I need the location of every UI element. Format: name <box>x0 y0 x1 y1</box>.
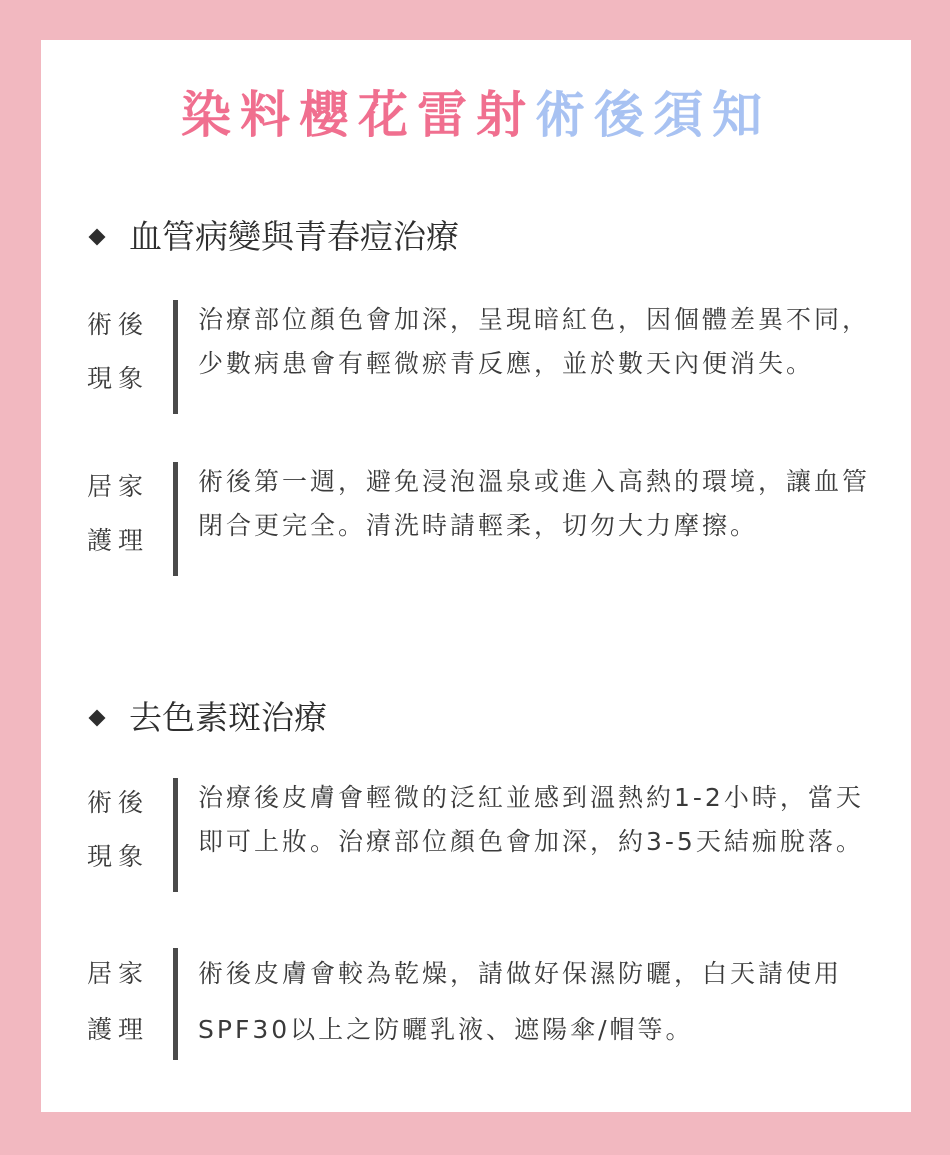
row-label <box>87 776 157 884</box>
row-label-line: 術後 <box>87 310 150 339</box>
title-pink: 染料櫻花雷射 <box>181 86 535 144</box>
diamond-bullet-icon <box>89 710 106 727</box>
diamond-bullet-icon <box>89 229 106 246</box>
info-row <box>87 946 877 1066</box>
info-row <box>87 776 877 896</box>
row-text: 治療部位顏色會加深，呈現暗紅色，因個體差異不同，少數病患會有輕微瘀青反應，並於數天內便消失。 <box>198 305 871 378</box>
row-label-line: 術後 <box>87 788 150 817</box>
divider-bar <box>173 948 178 1060</box>
divider-bar <box>173 300 178 414</box>
content-card <box>41 40 911 1112</box>
row-label-line: 護理 <box>87 1015 150 1044</box>
row-label <box>87 298 157 406</box>
row-label-line: 現象 <box>87 364 150 393</box>
row-text: 術後皮膚會較為乾燥，請做好保濕防曬，白天請使用SPF30以上之防曬乳液、遮陽傘/帽等。 <box>198 959 843 1044</box>
info-row <box>87 298 877 418</box>
row-label <box>87 460 157 568</box>
section-heading-text: 去色素斑治療 <box>129 698 327 737</box>
info-row <box>87 460 877 580</box>
row-label <box>87 946 157 1058</box>
row-label-line: 現象 <box>87 842 150 871</box>
page-title <box>41 80 911 150</box>
row-label-line: 護理 <box>87 526 150 555</box>
title-blue: 術後須知 <box>535 86 771 144</box>
row-label-line: 居家 <box>87 959 150 988</box>
divider-bar <box>173 462 178 576</box>
section-heading <box>87 215 459 259</box>
section-heading <box>87 696 327 740</box>
row-text: 治療後皮膚會輕微的泛紅並感到溫熱約1-2小時，當天即可上妝。治療部位顏色會加深，約3-5天結痂脫落。 <box>198 783 864 856</box>
row-label-line: 居家 <box>87 472 150 501</box>
row-text: 術後第一週，避免浸泡溫泉或進入高熱的環境，讓血管閉合更完全。清洗時請輕柔，切勿大力摩擦。 <box>198 467 871 540</box>
divider-bar <box>173 778 178 892</box>
section-heading-text: 血管病變與青春痘治療 <box>129 217 459 256</box>
